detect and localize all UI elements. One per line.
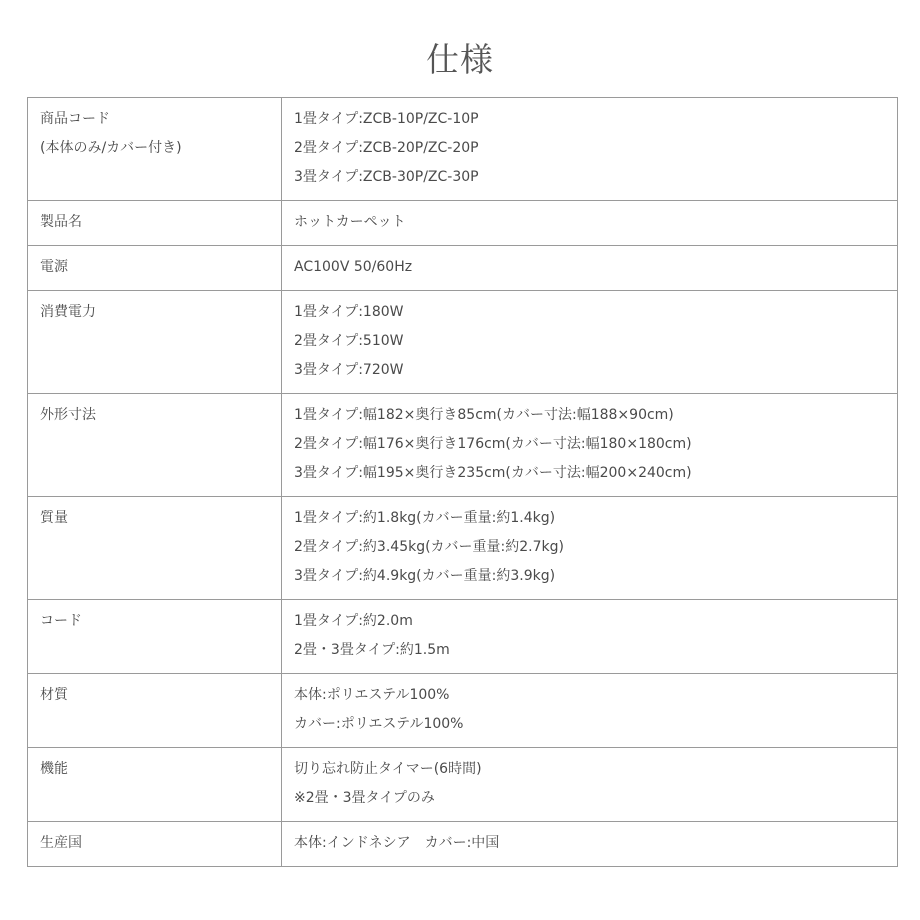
spec-value: 2畳タイプ:510W [294,333,404,349]
spec-label: (本体のみ/カバー付き) [40,140,182,156]
spec-value-cell [282,600,898,674]
spec-value: 2畳タイプ:約3.45kg(カバー重量:約2.7kg) [294,539,564,555]
spec-value: ※2畳・3畳タイプのみ [294,790,435,806]
spec-row [28,394,898,497]
spec-value-cell [282,394,898,497]
spec-label-cell [28,822,282,867]
spec-value: 2畳タイプ:ZCB-20P/ZC-20P [294,140,479,156]
spec-value: 3畳タイプ:約4.9kg(カバー重量:約3.9kg) [294,568,556,584]
spec-label: 外形寸法 [40,407,96,423]
spec-value-cell [282,98,898,201]
spec-label-cell [28,291,282,394]
spec-value: AC100V 50/60Hz [294,259,413,275]
spec-value: 1畳タイプ:幅182×奥行き85cm(カバー寸法:幅188×90cm) [294,407,674,423]
spec-row [28,291,898,394]
spec-value-cell [282,291,898,394]
spec-value-cell [282,246,898,291]
spec-value: 2畳タイプ:幅176×奥行き176cm(カバー寸法:幅180×180cm) [294,436,692,452]
spec-label-cell [28,394,282,497]
spec-value: 1畳タイプ:180W [294,304,404,320]
spec-value: 3畳タイプ:ZCB-30P/ZC-30P [294,169,479,185]
spec-row [28,246,898,291]
spec-row [28,748,898,822]
spec-label-cell [28,246,282,291]
spec-value-cell [282,497,898,600]
spec-label-cell [28,497,282,600]
spec-value: ホットカーペット [294,214,406,230]
spec-label: 製品名 [40,214,82,230]
spec-table [27,97,898,867]
spec-label-cell [28,674,282,748]
spec-label: 電源 [40,259,68,275]
spec-label-cell [28,600,282,674]
spec-value: 1畳タイプ:ZCB-10P/ZC-10P [294,111,479,127]
spec-value-cell [282,674,898,748]
spec-label: 質量 [40,510,68,526]
spec-table-body [28,98,898,867]
page-title: 仕様 [426,40,494,79]
spec-row [28,201,898,246]
spec-label-cell [28,748,282,822]
spec-label: コード [40,613,82,629]
spec-value-cell [282,822,898,867]
spec-value: カバー:ポリエステル100% [294,716,464,732]
spec-label: 生産国 [40,835,82,851]
spec-label: 消費電力 [40,304,96,320]
spec-label-cell [28,201,282,246]
spec-value: 1畳タイプ:約1.8kg(カバー重量:約1.4kg) [294,510,556,526]
spec-value: 2畳・3畳タイプ:約1.5m [294,642,450,658]
spec-value-cell [282,201,898,246]
spec-value: 3畳タイプ:720W [294,362,404,378]
spec-label: 材質 [40,687,68,703]
spec-value: 3畳タイプ:幅195×奥行き235cm(カバー寸法:幅200×240cm) [294,465,692,481]
spec-value: 切り忘れ防止タイマー(6時間) [294,761,482,777]
spec-row [28,674,898,748]
spec-value-cell [282,748,898,822]
spec-label: 商品コード [40,111,110,127]
spec-label-cell [28,98,282,201]
spec-row [28,600,898,674]
spec-row [28,98,898,201]
spec-value: 1畳タイプ:約2.0m [294,613,413,629]
spec-value: 本体:インドネシア カバー:中国 [294,835,500,851]
spec-row [28,822,898,867]
spec-row [28,497,898,600]
spec-label: 機能 [40,761,68,777]
spec-value: 本体:ポリエステル100% [294,687,450,703]
